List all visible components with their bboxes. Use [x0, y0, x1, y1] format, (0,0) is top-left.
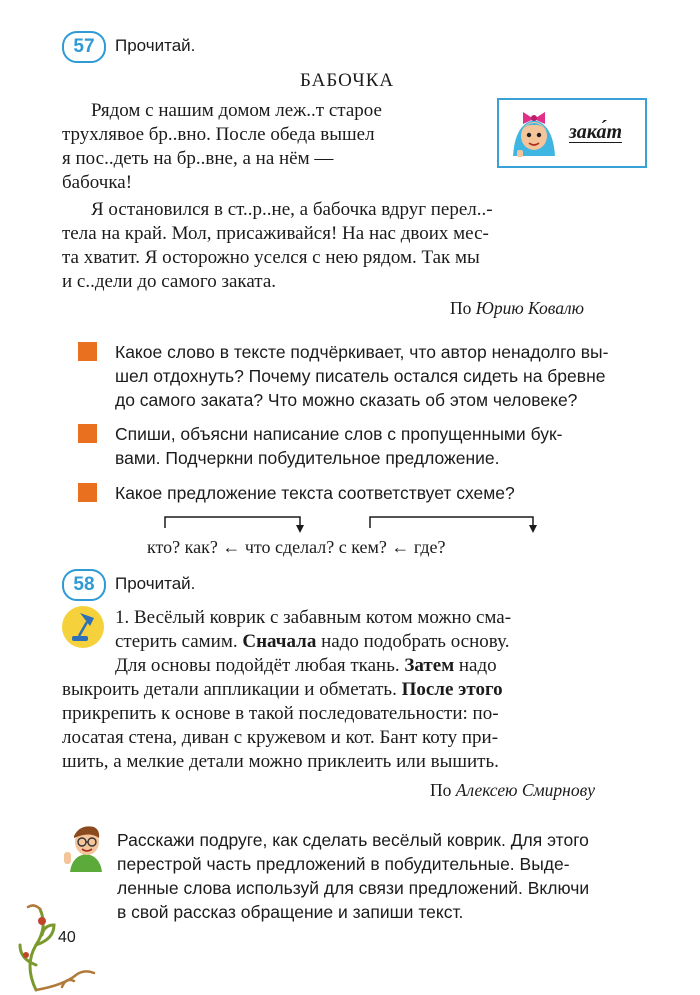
text-line: трухлявое бр..вно. После обеда вышел — [62, 124, 375, 145]
vocabulary-word: зака́т — [569, 121, 622, 143]
text-line: бабочка! — [62, 172, 133, 193]
task-line: перестрой часть предложений в побудительные. Выде- — [117, 854, 570, 874]
task-line: Спиши, объясни написание слов с пропущенными бук- — [115, 424, 563, 444]
text-title: БАБОЧКА — [300, 70, 395, 91]
text-source: По Алексею Смирнову — [430, 780, 595, 800]
text-segment: шить, а мелкие детали можно приклеить или вышить. — [62, 751, 499, 772]
text-line — [62, 750, 499, 775]
highlighted-word: Затем — [404, 655, 455, 676]
text-segment: 1. Весёлый коврик с забавным котом можно сма- — [115, 607, 512, 628]
text-line: я пос..деть на бр..вне, а на нём — — [62, 148, 334, 169]
exercise-number-badge: 57 — [62, 31, 106, 63]
text-line — [115, 606, 511, 631]
text-line — [62, 702, 499, 727]
text-segment: прикрепить к основе в такой последовательности: по- — [62, 703, 499, 724]
text-segment: надо — [454, 655, 497, 676]
highlighted-word: После этого — [401, 679, 503, 700]
exercise-number-badge: 58 — [62, 569, 106, 601]
boy-character-icon — [60, 822, 112, 872]
task-line: до самого заката? Что можно сказать об этом человеке? — [115, 390, 578, 410]
task-line: Какое слово в тексте подчёркивает, что автор ненадолго вы- — [115, 342, 609, 362]
girl-character-icon — [505, 104, 563, 162]
text-line: Я остановился в ст..р..не, а бабочка вдруг перел..- — [91, 199, 493, 220]
text-segment: стерить самим. — [115, 631, 243, 652]
exercise-instruction: Прочитай. — [115, 574, 196, 593]
text-segment: лосатая стена, диван с кружевом и кот. Бант коту при- — [62, 727, 499, 748]
sentence-scheme: кто? как? ← что сделал? с кем? ← где? — [147, 537, 446, 557]
exercise-instruction: Прочитай. — [115, 36, 196, 55]
task-line: шел отдохнуть? Почему писатель остался сидеть на бревне — [115, 366, 606, 386]
vocabulary-card — [497, 98, 647, 168]
text-segment: Для основы подойдёт любая ткань. — [115, 655, 405, 676]
task-line: в свой рассказ обращение и запиши текст. — [117, 902, 464, 922]
task-line: ленные слова используй для связи предложений. Включи — [117, 878, 590, 898]
task-line: вами. Подчеркни побудительное предложение. — [115, 448, 500, 468]
task-line: Расскажи подруге, как сделать весёлый коврик. Для этого — [117, 830, 589, 850]
text-line — [62, 726, 498, 751]
task-marker-square — [78, 342, 97, 361]
sentence-scheme-arrows — [150, 512, 550, 536]
lamp-icon — [60, 604, 106, 650]
text-source: По Юрию Ковалю — [450, 298, 584, 318]
highlighted-word: Сначала — [242, 631, 317, 652]
task-marker-square — [78, 483, 97, 502]
text-line — [115, 654, 497, 679]
page-number: 40 — [58, 929, 76, 946]
text-line — [115, 630, 509, 655]
text-segment: выкроить детали аппликации и обметать. — [62, 679, 402, 700]
text-line: Рядом с нашим домом леж..т старое — [91, 100, 382, 121]
task-marker-square — [78, 424, 97, 443]
text-line: тела на край. Мол, присаживайся! На нас двоих мес- — [62, 223, 489, 244]
text-line — [62, 678, 503, 703]
text-line: та хватит. Я осторожно уселся с нею рядом. Так мы — [62, 247, 480, 268]
text-line: и с..дели до самого заката. — [62, 271, 277, 292]
task-line: Какое предложение текста соответствует схеме? — [115, 483, 515, 503]
text-segment: надо подобрать основу. — [316, 631, 510, 652]
